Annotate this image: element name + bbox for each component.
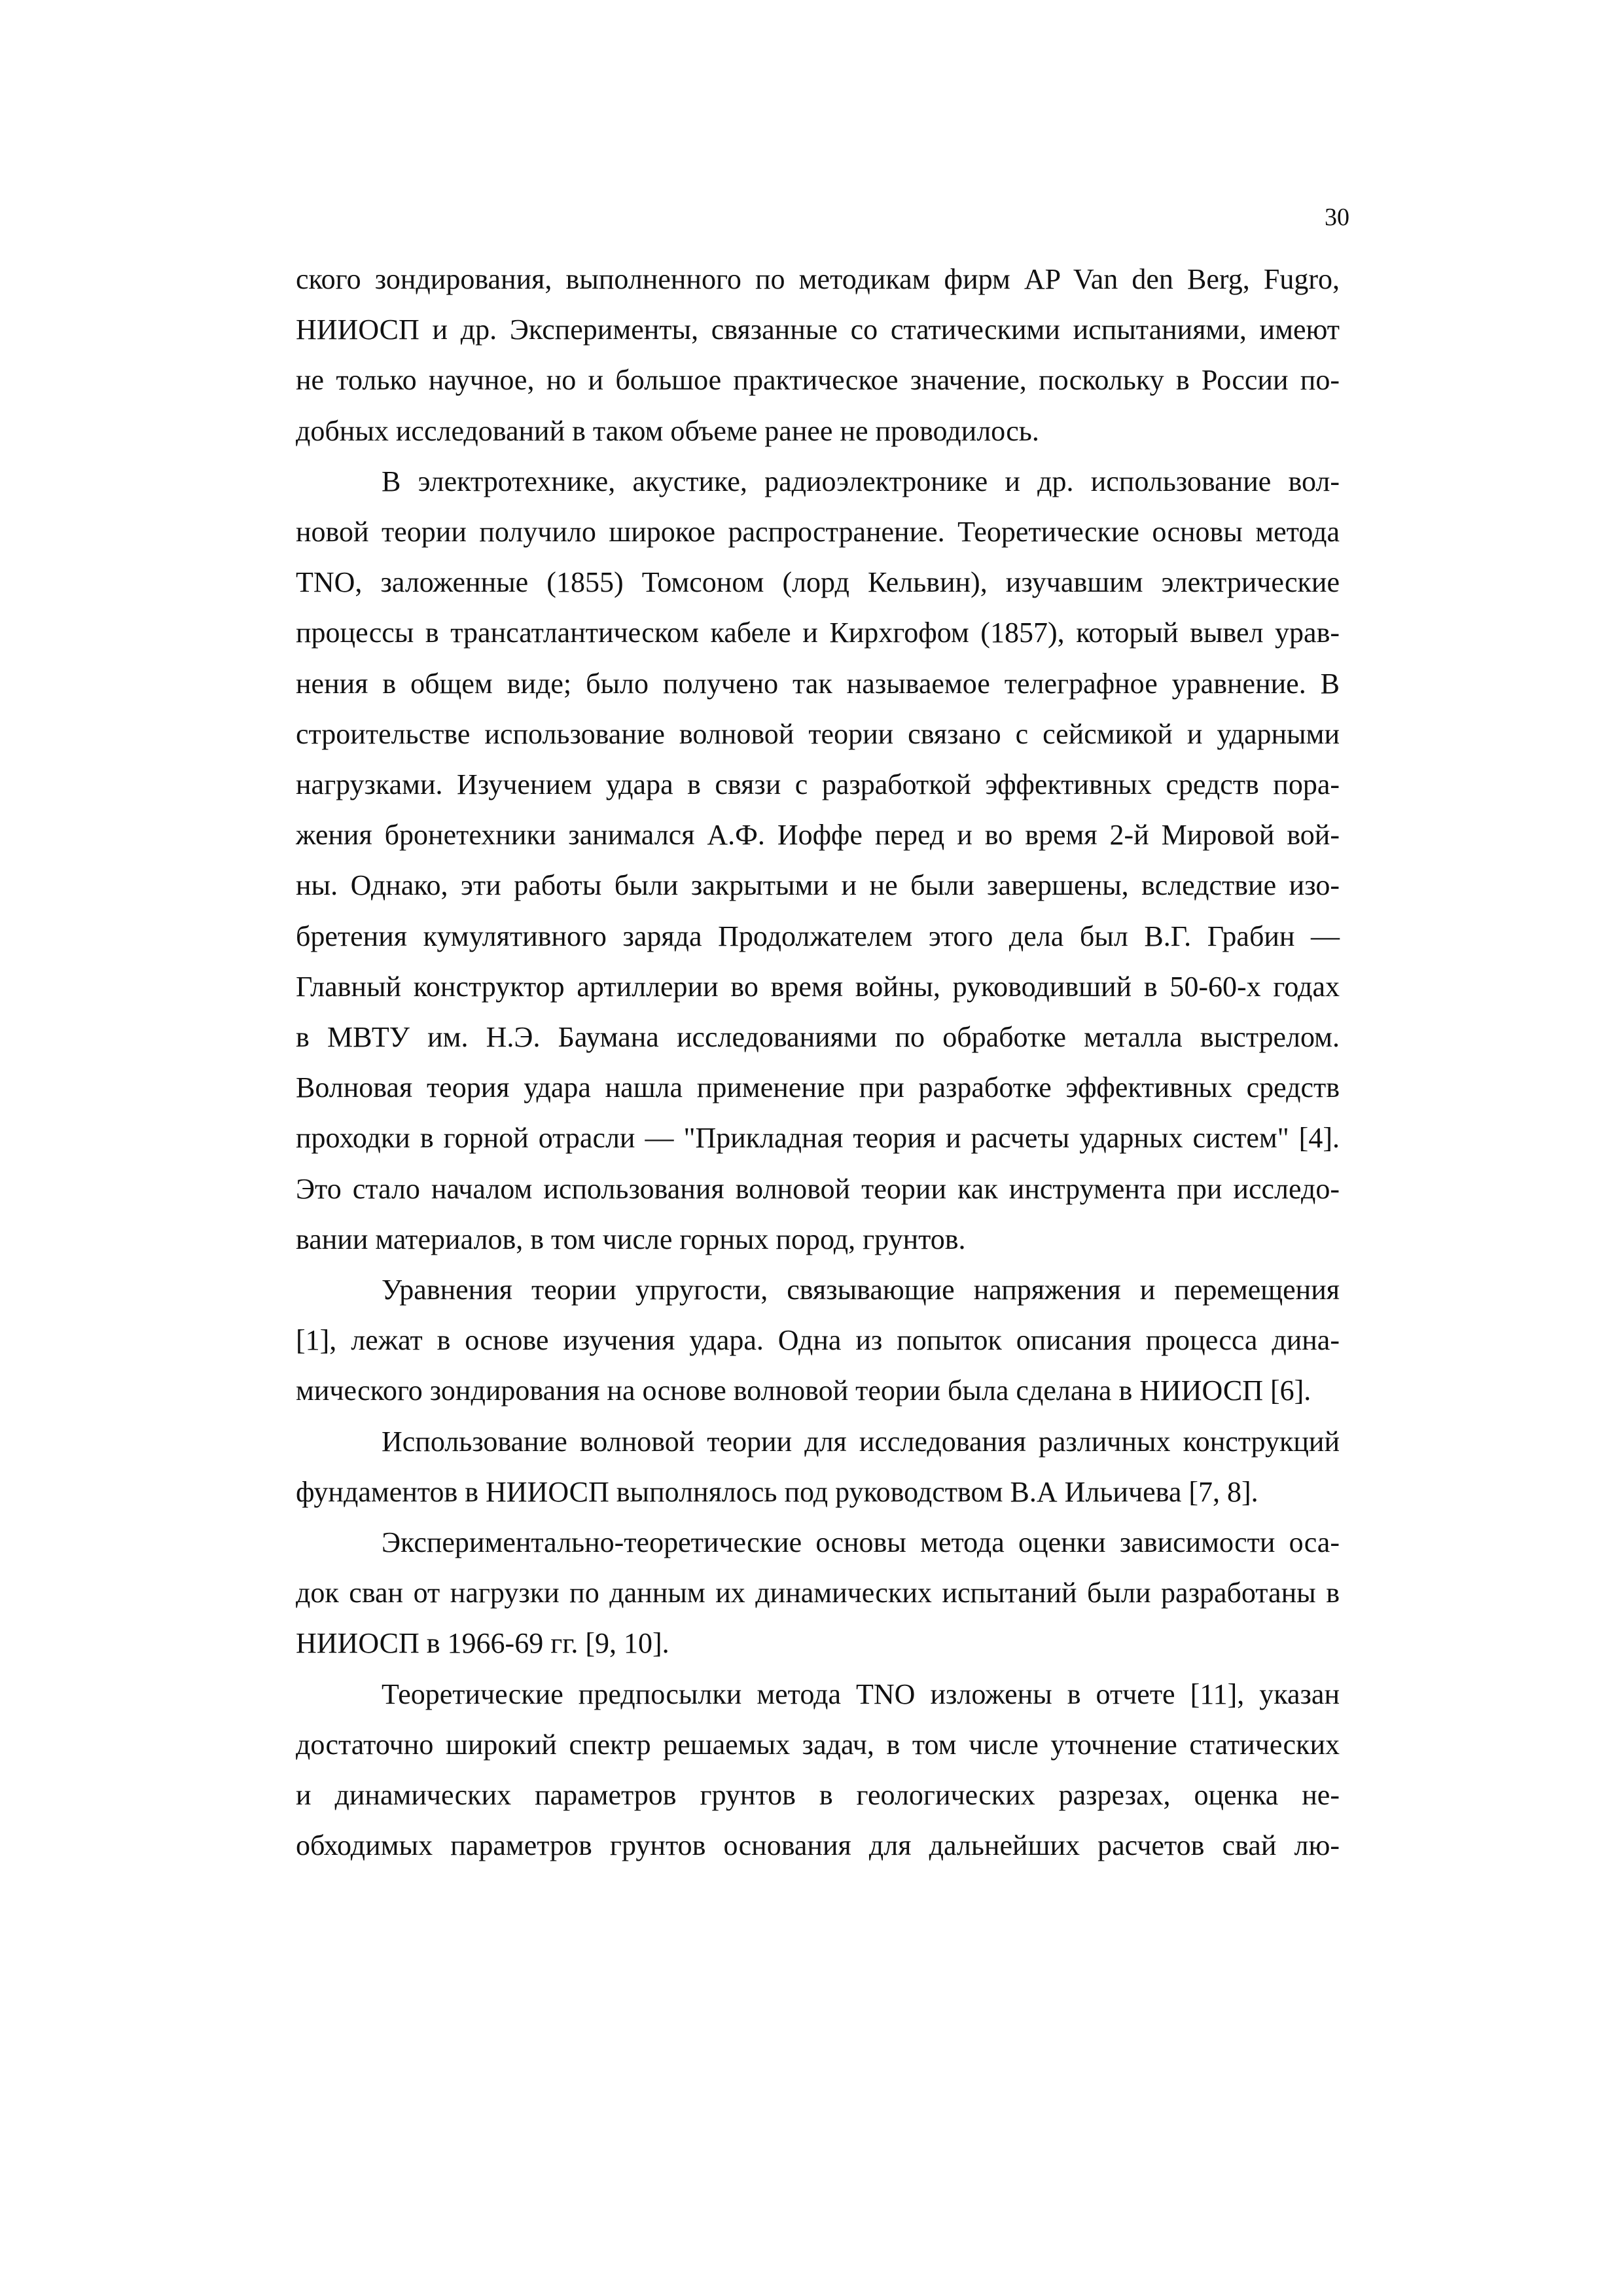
text-line: добных исследований в таком объеме ранее не проводилось. <box>296 414 1039 447</box>
text-line: Использование волновой теории для исследования различных конструкций <box>382 1425 1340 1458</box>
paragraph-6 <box>296 1669 1340 1871</box>
body-text <box>296 254 1340 1871</box>
paragraph-5 <box>296 1517 1340 1669</box>
text-line: [1], лежат в основе изучения удара. Одна из попыток описания процесса дина- <box>296 1324 1340 1357</box>
text-line: строительстве использование волновой теории связано с сейсмикой и ударными <box>296 717 1340 750</box>
text-line: не только научное, но и большое практическое значение, поскольку в России по- <box>296 364 1340 397</box>
text-line: док сван от нагрузки по данным их динамических испытаний были разработаны в <box>296 1577 1340 1609</box>
text-line: обходимых параметров грунтов основания для дальнейших расчетов свай лю- <box>296 1829 1340 1862</box>
text-line: ского зондирования, выполненного по методикам фирм AP Van den Berg, Fugro, <box>296 263 1340 295</box>
paragraph-3 <box>296 1265 1340 1416</box>
text-line: В электротехнике, акустике, радиоэлектронике и др. использование вол- <box>382 465 1340 497</box>
text-line: Экспериментально-теоретические основы метода оценки зависимости оса- <box>382 1526 1340 1559</box>
paragraph-2 <box>296 456 1340 1265</box>
text-line: ны. Однако, эти работы были закрытыми и не были завершены, вследствие изо- <box>296 869 1340 902</box>
paragraph-1 <box>296 254 1340 456</box>
text-line: Это стало началом использования волновой теории как инструмента при исследо- <box>296 1172 1340 1205</box>
text-line: нения в общем виде; было получено так называемое телеграфное уравнение. В <box>296 667 1340 700</box>
text-line: НИИОСП в 1966-69 гг. [9, 10]. <box>296 1627 669 1660</box>
text-line: новой теории получило широкое распространение. Теоретические основы метода <box>296 516 1340 548</box>
text-line: процессы в трансатлантическом кабеле и Кирхгофом (1857), который вывел урав- <box>296 617 1340 649</box>
text-line: фундаментов в НИИОСП выполнялось под руководством В.А Ильичева [7, 8]. <box>296 1475 1258 1508</box>
text-line: и динамических параметров грунтов в геологических разрезах, оценка не- <box>296 1779 1340 1812</box>
text-line: в МВТУ им. Н.Э. Баумана исследованиями по обработке металла выстрелом. <box>296 1021 1340 1054</box>
text-line: НИИОСП и др. Эксперименты, связанные со статическими испытаниями, имеют <box>296 314 1340 346</box>
text-line: TNO, заложенные (1855) Томсоном (лорд Кельвин), изучавшим электрические <box>296 566 1340 599</box>
text-line: достаточно широкий спектр решаемых задач, в том числе уточнение статических <box>296 1728 1340 1761</box>
paragraph-4 <box>296 1416 1340 1517</box>
text-line: мического зондирования на основе волновой теории была сделана в НИИОСП [6]. <box>296 1374 1311 1407</box>
text-line: Волновая теория удара нашла применение при разработке эффективных средств <box>296 1071 1340 1104</box>
text-line: проходки в горной отрасли — "Прикладная теория и расчеты ударных систем" [4]. <box>296 1122 1340 1155</box>
text-line: вании материалов, в том числе горных пород, грунтов. <box>296 1223 966 1255</box>
text-line: бретения кумулятивного заряда Продолжателем этого дела был В.Г. Грабин — <box>296 920 1340 952</box>
text-line: жения бронетехники занимался А.Ф. Иоффе перед и во время 2-й Мировой вой- <box>296 819 1340 852</box>
text-line: Главный конструктор артиллерии во время войны, руководивший в 50-60-х годах <box>296 970 1340 1003</box>
text-line: нагрузками. Изучением удара в связи с разработкой эффективных средств пора- <box>296 768 1340 801</box>
text-line: Уравнения теории упругости, связывающие напряжения и перемещения <box>382 1274 1340 1306</box>
page-number: 30 <box>1325 204 1349 231</box>
text-line: Теоретические предпосылки метода TNO изложены в отчете [11], указан <box>382 1677 1340 1710</box>
